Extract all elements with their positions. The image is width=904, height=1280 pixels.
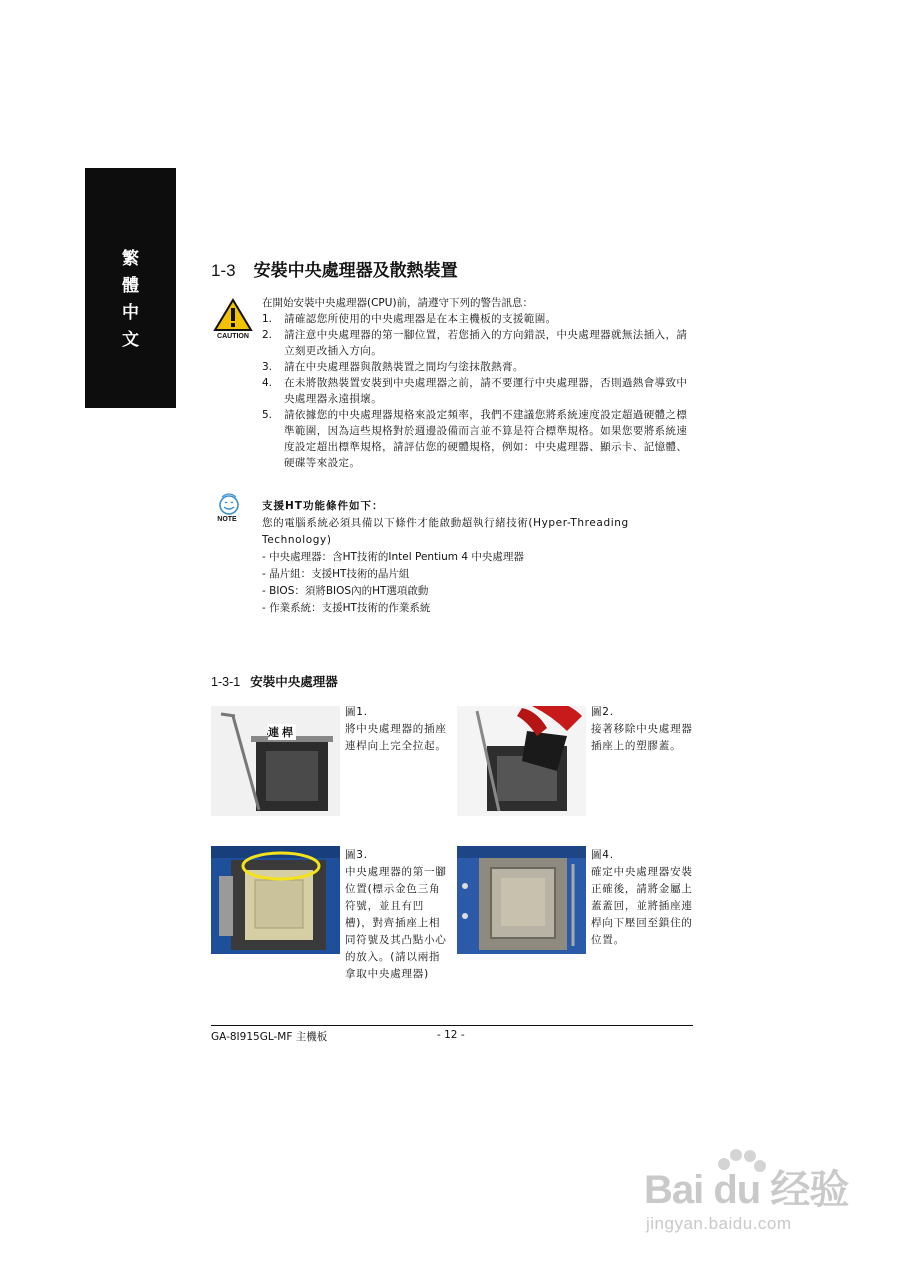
- caution-item-text: 在未將散熱裝置安裝到中央處理器之前，請不要運行中央處理器，否則過熱會導致中央處理器永遠損壞。: [284, 377, 688, 405]
- figure-1-callout: 連桿: [268, 726, 296, 739]
- note-item: - 晶片組：支援HT技術的晶片組: [262, 568, 410, 580]
- note-item: - 中央處理器：含HT技術的Intel Pentium 4 中央處理器: [262, 551, 524, 563]
- watermark-url: jingyan.baidu.com: [646, 1214, 792, 1233]
- section-title: 安裝中央處理器及散熱裝置: [253, 261, 458, 281]
- caution-block: [262, 295, 694, 471]
- note-block: [262, 498, 694, 617]
- caution-item-text: 請注意中央處理器的第一腳位置，若您插入的方向錯誤，中央處理器就無法插入，請立刻更改插入方向。: [284, 329, 688, 357]
- caution-item-number: 2.: [262, 329, 273, 341]
- figure-4-text: 確定中央處理器安裝正確後，請將金屬上蓋蓋回，並將插座連桿向下壓回至鎖住的位置。: [591, 866, 693, 946]
- caution-item-text: 請確認您所使用的中央處理器是在本主機板的支援範圍。: [284, 313, 557, 325]
- note-item: - 作業系統：支援HT技術的作業系統: [262, 602, 431, 614]
- figure-2-photo: [457, 706, 586, 816]
- caution-item-text: 請依據您的中央處理器規格來設定頻率，我們不建議您將系統速度設定超過硬體之標準範圍，因為這些規格對於週邊設備而言並不算是符合標準規格。如果您要將系統速度設定超出標準規格，請評估您的硬體規格，例如：中央處理器、顯示卡、記憶體、硬碟等來設定。: [284, 409, 688, 469]
- figure-1-photo: [211, 706, 340, 816]
- caution-item-number: 4.: [262, 377, 273, 389]
- caution-item: [262, 375, 694, 407]
- subsection-number: 1-3-1: [211, 675, 241, 689]
- figure-3-photo: [211, 846, 340, 954]
- side-tab-char: 體: [122, 276, 139, 296]
- figure-2-text: 接著移除中央處理器插座上的塑膠蓋。: [591, 723, 693, 752]
- figure-1-caption: [345, 704, 448, 755]
- caution-item: [262, 407, 694, 471]
- page-number: - 12 -: [437, 1029, 465, 1041]
- figure-4-photo: [457, 846, 586, 954]
- caution-item: [262, 359, 694, 375]
- language-side-tab: [85, 168, 176, 408]
- figure-2-caption: [591, 704, 694, 755]
- footer-model: GA-8I915GL-MF 主機板: [211, 1031, 328, 1043]
- caution-item: [262, 311, 694, 327]
- subsection-heading: [211, 672, 338, 690]
- note-icon-label: NOTE: [217, 516, 237, 523]
- caution-item-number: 5.: [262, 409, 273, 421]
- note-description: 您的電腦系統必須具備以下條件才能啟動超執行緒技術(Hyper-Threading Technology): [262, 517, 629, 546]
- figure-3-caption: [345, 847, 448, 983]
- caution-icon-label: CAUTION: [217, 333, 249, 340]
- section-number: 1-3: [211, 261, 236, 280]
- section-heading: [211, 256, 458, 281]
- side-tab-char: 文: [122, 330, 139, 350]
- note-title: 支援HT功能條件如下：: [262, 500, 384, 512]
- figure-1-label: 圖1.: [345, 706, 368, 718]
- figure-1-text: 將中央處理器的插座連桿向上完全拉起。: [345, 723, 447, 752]
- watermark-logo: Bai du 经验: [644, 1168, 849, 1212]
- caution-item-text: 請在中央處理器與散熱裝置之間均勻塗抹散熱膏。: [284, 361, 524, 373]
- caution-intro: 在開始安裝中央處理器(CPU)前，請遵守下列的警告訊息：: [262, 297, 534, 309]
- baidu-watermark: [640, 1150, 860, 1250]
- caution-icon: [213, 298, 253, 344]
- side-tab-char: 繁: [122, 249, 139, 269]
- figure-4-label: 圖4.: [591, 849, 614, 861]
- figure-2-label: 圖2.: [591, 706, 614, 718]
- caution-item-number: 1.: [262, 313, 273, 325]
- side-tab-char: 中: [122, 303, 139, 323]
- note-icon: [213, 492, 249, 526]
- footer-divider: [211, 1025, 693, 1026]
- caution-item: [262, 327, 694, 359]
- subsection-title: 安裝中央處理器: [250, 674, 338, 689]
- figure-4-caption: [591, 847, 694, 949]
- figure-3-label: 圖3.: [345, 849, 368, 861]
- note-item: - BIOS：須將BIOS內的HT選項啟動: [262, 585, 429, 597]
- figure-3-text: 中央處理器的第一腳位置(標示金色三角符號，並且有凹槽)，對齊插座上相同符號及其凸點小心的放入。(請以兩指拿取中央處理器): [345, 866, 447, 980]
- caution-item-number: 3.: [262, 361, 273, 373]
